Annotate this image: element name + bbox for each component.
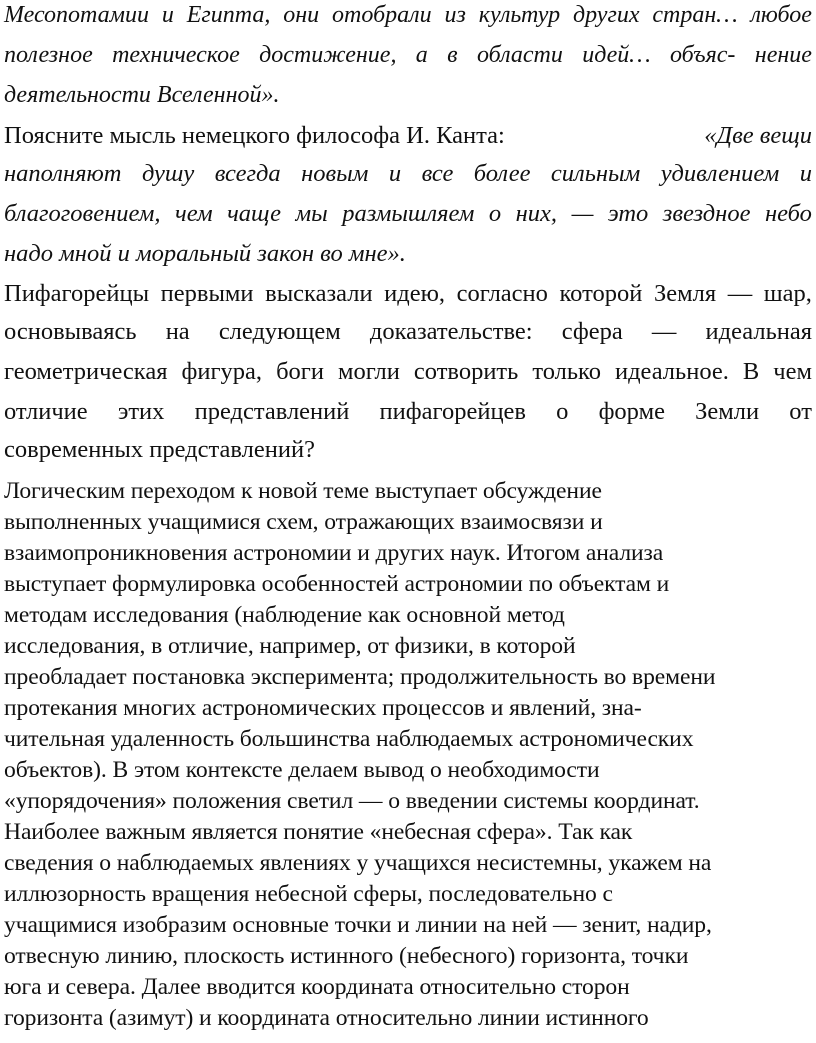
word: геометрическая [4, 358, 168, 385]
paragraph-4-line-3: взаимопроникновения астрономии и других наук. Итогом анализа [4, 540, 664, 566]
word: Земля [653, 280, 717, 307]
paragraph-4-line-11: «упорядочения» положения светил — о введении системы координат. [4, 788, 700, 814]
word: отличие [4, 398, 88, 425]
paragraph-3-line-1 [4, 280, 812, 308]
word: которой [559, 280, 643, 307]
word: нение [754, 42, 812, 68]
word: удивлением [660, 160, 780, 187]
word: техническое [112, 42, 240, 68]
word: благоговением, [4, 200, 161, 227]
word: Месопотамии [4, 2, 149, 28]
word: чем [773, 358, 812, 385]
word: душу [141, 160, 195, 187]
paragraph-1-line-3: деятельности Вселенной». [4, 82, 280, 108]
paragraph-4-line-1: Логическим переходом к новой теме выступает обсуждение [4, 478, 602, 504]
word: боги [276, 358, 324, 385]
word: идеальная [705, 318, 812, 345]
word: новым [301, 160, 369, 187]
word: стран… [652, 2, 738, 28]
word: сфера [561, 318, 623, 345]
paragraph-1-line-1 [4, 2, 812, 29]
word: и [161, 2, 174, 28]
word: достижение, [259, 42, 397, 68]
word: в [447, 42, 458, 68]
paragraph-1-line-2 [4, 42, 812, 69]
paragraph-2-question-start: Поясните мысль немецкого философа И. Канта: [4, 122, 505, 149]
word: размышляем [342, 200, 475, 227]
paragraph-2-line-1 [4, 122, 812, 150]
word: — [727, 280, 753, 307]
paragraph-4-line-12: Наиболее важным является понятие «небесная сфера». Так как [4, 819, 633, 845]
word: все [421, 160, 454, 187]
word: любое [750, 2, 812, 28]
paragraph-4-line-5: методам исследования (наблюдение как основной метод [4, 602, 565, 628]
paragraph-4-line-4: выступает формулировка особенностей астрономии по объектам и [4, 571, 670, 597]
word: основываясь [4, 318, 137, 345]
word: идею, [384, 280, 446, 307]
word: только [532, 358, 601, 385]
word: небо [764, 200, 812, 227]
word: этих [117, 398, 165, 425]
word: сильным [550, 160, 641, 187]
word: шар, [763, 280, 812, 307]
word: представлений [194, 398, 350, 425]
word: и [388, 160, 402, 187]
paragraph-4-line-16: отвесную линию, плоскость истинного (небесного) горизонта, точки [4, 943, 689, 969]
paragraph-3-line-5: современных представлений? [4, 436, 315, 463]
paragraph-2-line-4: надо мной и моральный закон во мне». [4, 240, 406, 267]
word: фигура, [181, 358, 263, 385]
word: — [571, 200, 594, 227]
paragraph-4-line-6: исследования, в отличие, например, от физики, в которой [4, 633, 576, 659]
paragraph-4-line-7: преобладает постановка эксперимента; продолжительность во времени [4, 664, 716, 690]
paragraph-3-line-3 [4, 358, 812, 386]
word: они [283, 2, 320, 28]
word: пифагорейцев [379, 398, 526, 425]
paragraph-3-line-2 [4, 318, 812, 346]
word: доказательстве: [369, 318, 533, 345]
word: могли [337, 358, 400, 385]
word: Земли [695, 398, 760, 425]
word: первыми [160, 280, 254, 307]
word: более [473, 160, 531, 187]
word: форме [598, 398, 665, 425]
word: всегда [214, 160, 281, 187]
word: следующем [218, 318, 341, 345]
word: сотворить [413, 358, 519, 385]
word: объяс- [670, 42, 736, 68]
paragraph-4-line-10: объектов). В этом контексте делаем вывод о необходимости [4, 757, 600, 783]
word: идеальное. [614, 358, 729, 385]
word: области [476, 42, 563, 68]
paragraph-3-line-4 [4, 398, 812, 426]
paragraph-4-line-17: юга и севера. Далее вводится координата относительно сторон [4, 974, 630, 1000]
word: них, [515, 200, 558, 227]
word: высказали [265, 280, 373, 307]
word: о [488, 200, 502, 227]
word: это [607, 200, 649, 227]
word: культур [478, 2, 561, 28]
paragraph-4-line-13: сведения о наблюдаемых явлениях у учащихся несистемны, укажем на [4, 850, 712, 876]
word: наполняют [4, 160, 122, 187]
word: идей… [582, 42, 651, 68]
word: мы [295, 200, 328, 227]
word: полезное [4, 42, 93, 68]
word: чаще [227, 200, 282, 227]
word: о [556, 398, 569, 425]
word: — [651, 318, 677, 345]
word: Египта, [186, 2, 271, 28]
word: В [742, 358, 760, 385]
word: а [415, 42, 428, 68]
word: Пифагорейцы [4, 280, 150, 307]
word: согласно [456, 280, 548, 307]
paragraph-4-line-2: выполненных учащимися схем, отражающих взаимосвязи и [4, 509, 603, 535]
paragraph-2-quote-start: «Две вещи [704, 122, 812, 149]
word: отобрали [332, 2, 432, 28]
paragraph-4-line-14: иллюзорность вращения небесной сферы, последовательно с [4, 881, 613, 907]
word: из [444, 2, 466, 28]
paragraph-2-line-2 [4, 160, 812, 188]
word: других [572, 2, 640, 28]
word: от [789, 398, 812, 425]
paragraph-4-line-9: чительная удаленность большинства наблюдаемых астрономических [4, 726, 694, 752]
paragraph-4-line-18: горизонта (азимут) и координата относительно линии истинного [4, 1005, 649, 1031]
word: звездное [662, 200, 751, 227]
word: на [165, 318, 190, 345]
paragraph-2-line-3 [4, 200, 812, 228]
paragraph-4-line-15: учащимися изобразим основные точки и линии на ней — зенит, надир, [4, 912, 712, 938]
word: чем [175, 200, 213, 227]
word: и [799, 160, 812, 187]
paragraph-4-line-8: протекания многих астрономических процессов и явлений, зна- [4, 695, 642, 721]
